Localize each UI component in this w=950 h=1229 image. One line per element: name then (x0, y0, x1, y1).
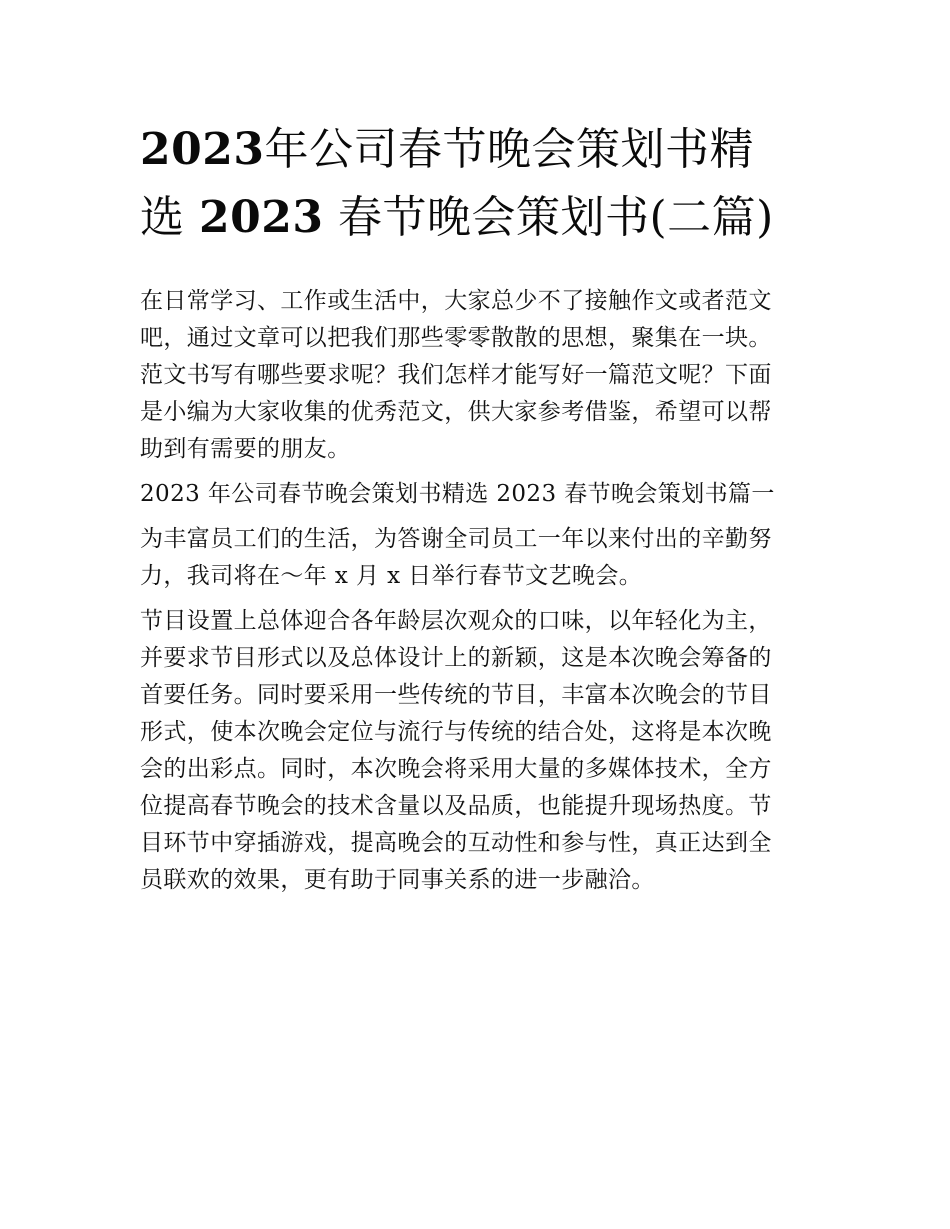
paragraph-gap (140, 513, 830, 521)
title-text-1: 年公司春节晚会策划书精 (264, 124, 754, 175)
text-line: 位提高春节晚会的技术含量以及品质，也能提升现场热度。节 (140, 793, 772, 819)
text-line: 为丰富员工们的生活，为答谢全司员工一年以来付出的辛勤努 (140, 526, 772, 552)
text-line: 范文书写有哪些要求呢？我们怎样才能写好一篇范文呢？下面 (140, 362, 772, 388)
document-title (140, 116, 830, 252)
text-line: 吧，通过文章可以把我们那些零零散散的思想，聚集在一块。 (140, 325, 772, 351)
paragraph-purpose (140, 521, 830, 595)
title-year-1: 2023 (140, 124, 265, 175)
text-line: 是小编为大家收集的优秀范文，供大家参考借鉴，希望可以帮 (140, 399, 772, 425)
text-line: 首要任务。同时要采用一些传统的节目，丰富本次晚会的节目 (140, 682, 772, 708)
title-line-1 (140, 116, 830, 184)
text-line: 目环节中穿插游戏，提高晚会的互动性和参与性，真正达到全 (140, 830, 772, 856)
text-line: 形式，使本次晚会定位与流行与传统的结合处，这将是本次晚 (140, 719, 772, 745)
paragraph-program (140, 603, 830, 899)
paragraph-section-heading (140, 476, 830, 513)
title-text-2a: 选 (140, 192, 199, 243)
text-line: 节目设置上总体迎合各年龄层次观众的口味，以年轻化为主， (140, 608, 772, 634)
text-line: 助到有需要的朋友。 (140, 436, 351, 462)
text-line: 员联欢的效果，更有助于同事关系的进一步融洽。 (140, 867, 655, 893)
title-year-2: 2023 (199, 192, 324, 243)
title-line-2 (140, 184, 830, 252)
text-line: 在日常学习、工作或生活中，大家总少不了接触作文或者范文 (140, 288, 772, 314)
paragraph-gap (140, 595, 830, 603)
paragraph-gap (140, 468, 830, 476)
document-body (140, 283, 830, 899)
text-line: 力，我司将在～年 x 月 x 日举行春节文艺晚会。 (140, 563, 643, 589)
text-line: 并要求节目形式以及总体设计上的新颖，这是本次晚会筹备的 (140, 645, 772, 671)
text-line: 会的出彩点。同时，本次晚会将采用大量的多媒体技术，全方 (140, 756, 772, 782)
paragraph-intro (140, 283, 830, 468)
text-line: 2023 年公司春节晚会策划书精选 2023 春节晚会策划书篇一 (140, 481, 775, 507)
title-text-2b: 春节晚会策划书(二篇) (323, 192, 774, 243)
